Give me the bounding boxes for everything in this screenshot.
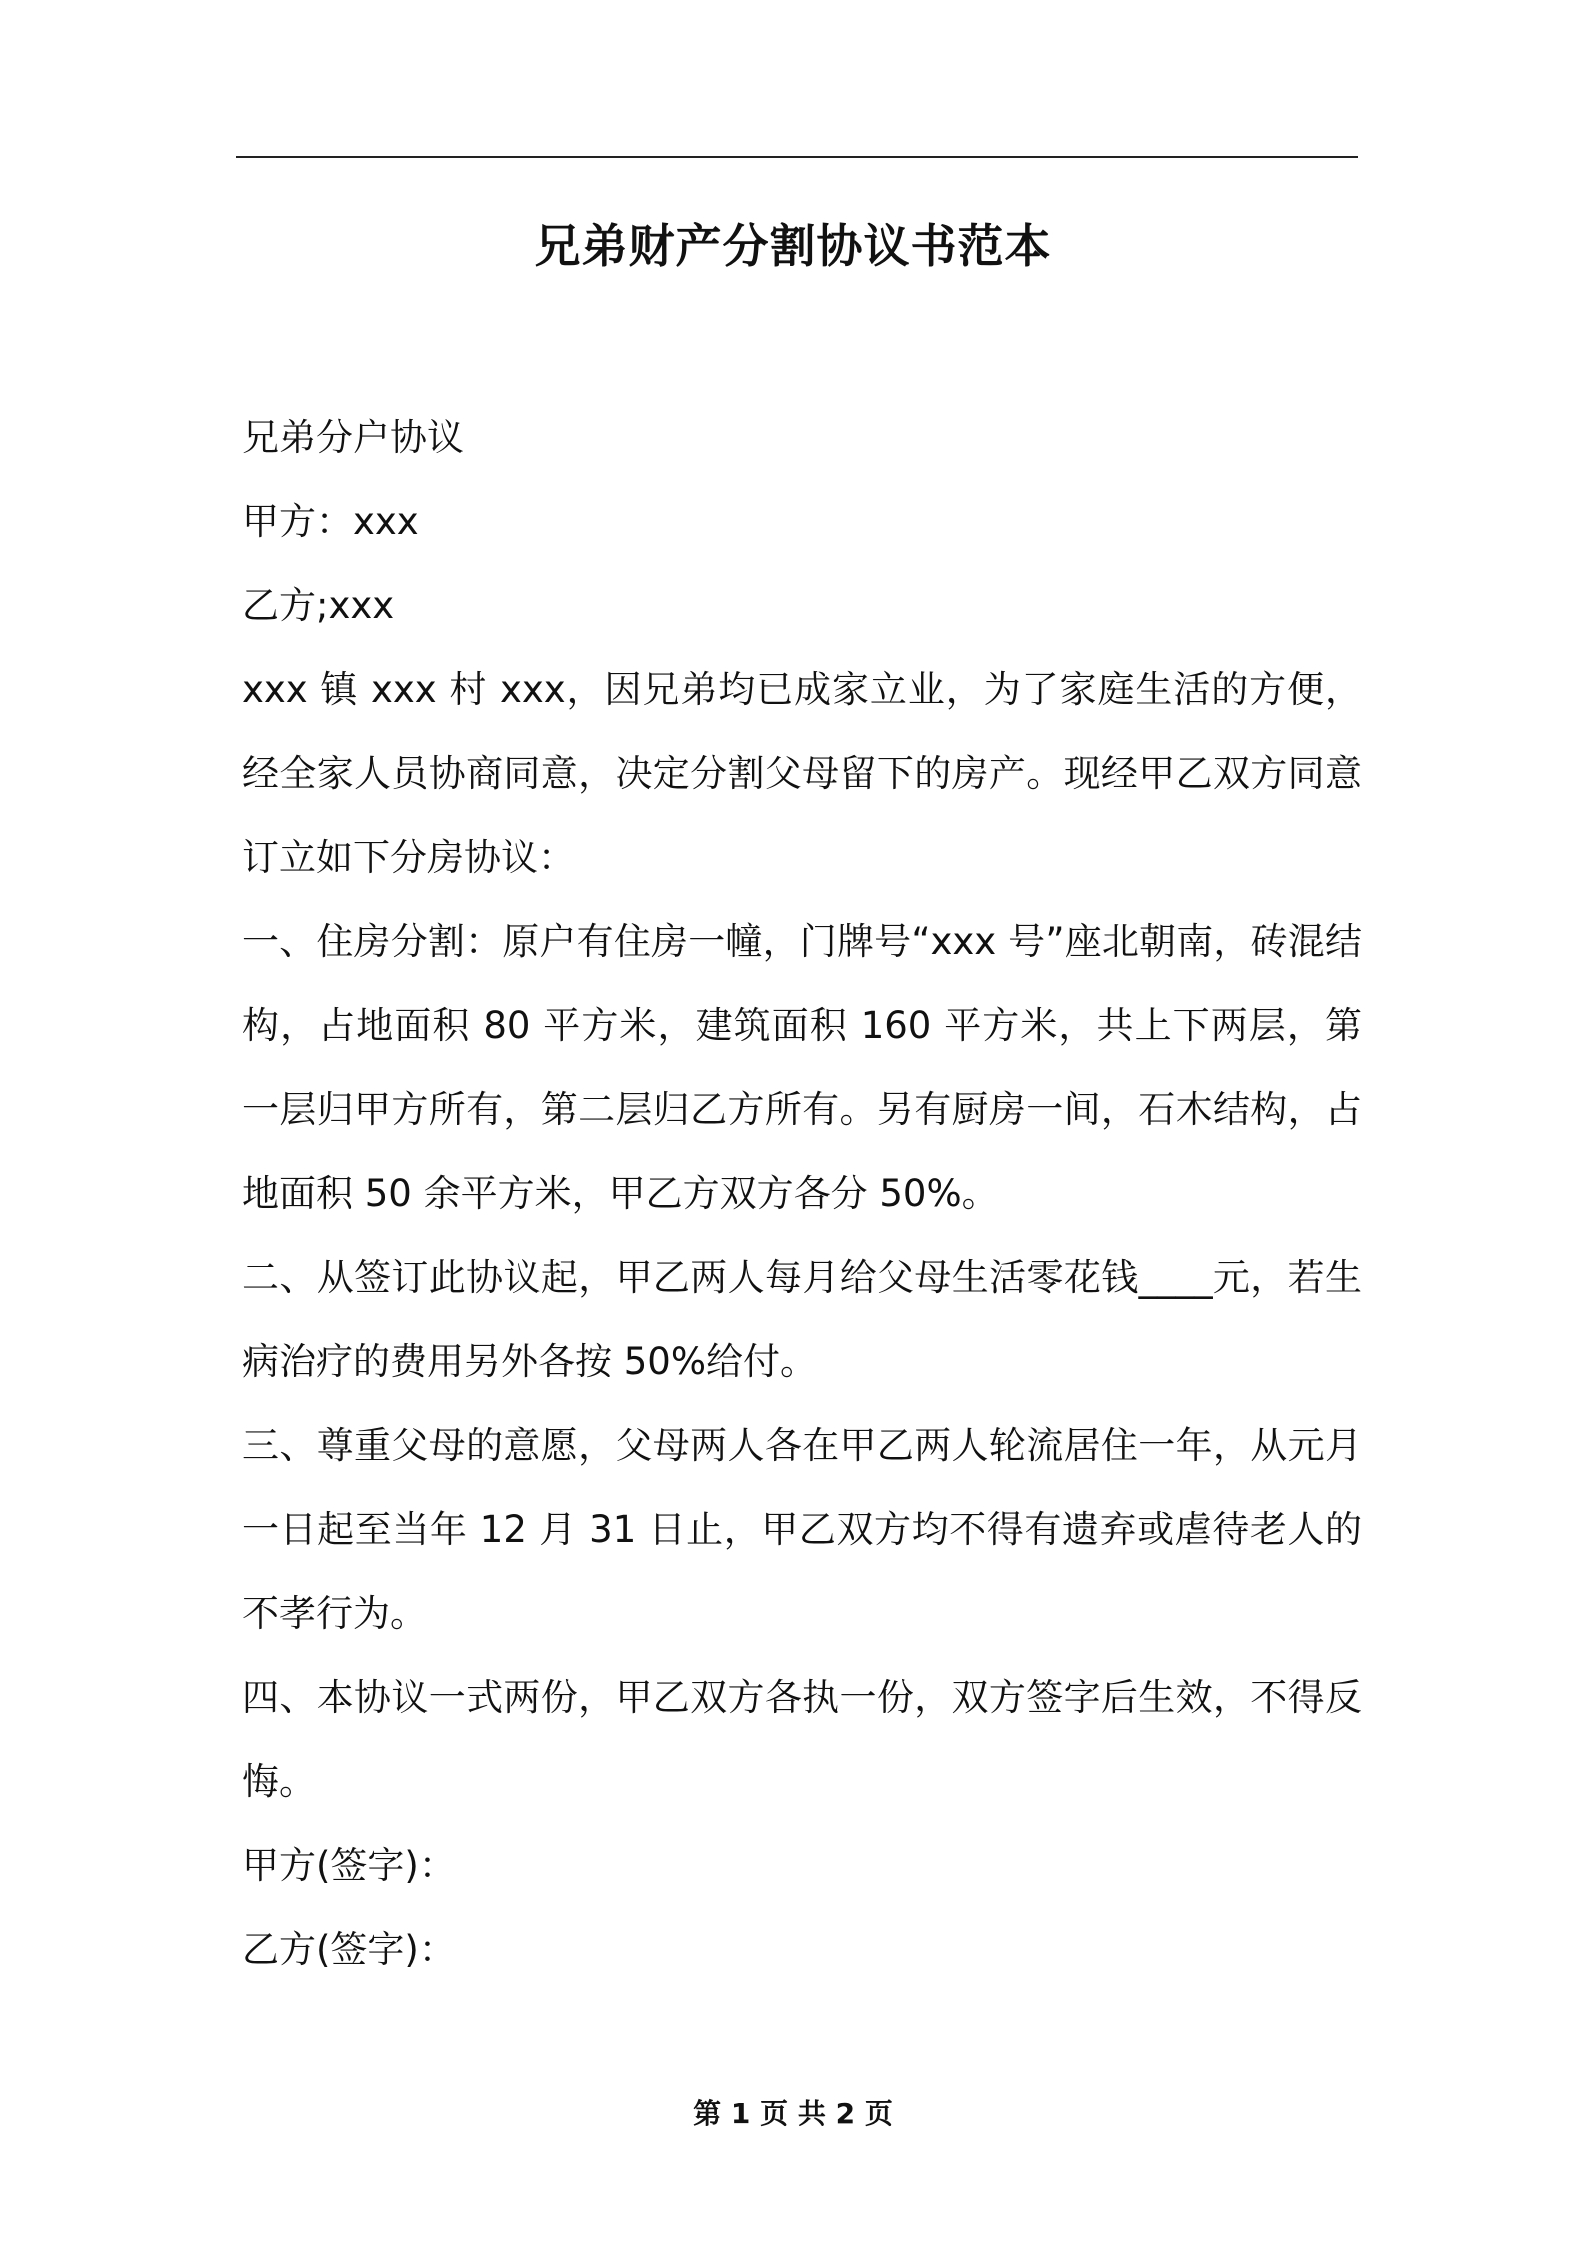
clause-1-housing: 一、住房分割：原户有住房一幢，门牌号“xxx 号”座北朝南，砖混结构，占地面积 80 平方米，建筑面积 160 平方米，共上下两层，第一层归甲方所有，第二层归乙方所有。另有厨房一间，石木结构，占地面积 50 余平方米，甲乙方双方各分 50%。 <box>242 920 1362 1215</box>
party-b-line: 乙方;xxx <box>242 584 395 627</box>
clause-3-residence: 三、尊重父母的意愿，父母两人各在甲乙两人轮流居住一年，从元月一日起至当年 12 月 31 日止，甲乙双方均不得有遗弃或虐待老人的不孝行为。 <box>242 1424 1362 1635</box>
document-body <box>242 396 1362 1992</box>
clause-2-allowance: 二、从签订此协议起，甲乙两人每月给父母生活零花钱____元，若生病治疗的费用另外各按 50%给付。 <box>242 1256 1362 1383</box>
page-number: 第 1 页 共 2 页 <box>693 2097 893 2130</box>
party-a-line: 甲方：xxx <box>242 500 419 543</box>
agreement-heading: 兄弟分户协议 <box>242 416 464 459</box>
header-rule <box>236 156 1358 158</box>
party-b-signature: 乙方(签字)： <box>242 1928 456 1971</box>
preamble-paragraph: xxx 镇 xxx 村 xxx，因兄弟均已成家立业，为了家庭生活的方便，经全家人员协商同意，决定分割父母留下的房产。现经甲乙双方同意订立如下分房协议： <box>242 668 1362 879</box>
document-title: 兄弟财产分割协议书范本 <box>534 219 1052 273</box>
party-a-signature: 甲方(签字)： <box>242 1844 456 1887</box>
clause-4-copies: 四、本协议一式两份，甲乙双方各执一份，双方签字后生效，不得反悔。 <box>242 1676 1362 1803</box>
